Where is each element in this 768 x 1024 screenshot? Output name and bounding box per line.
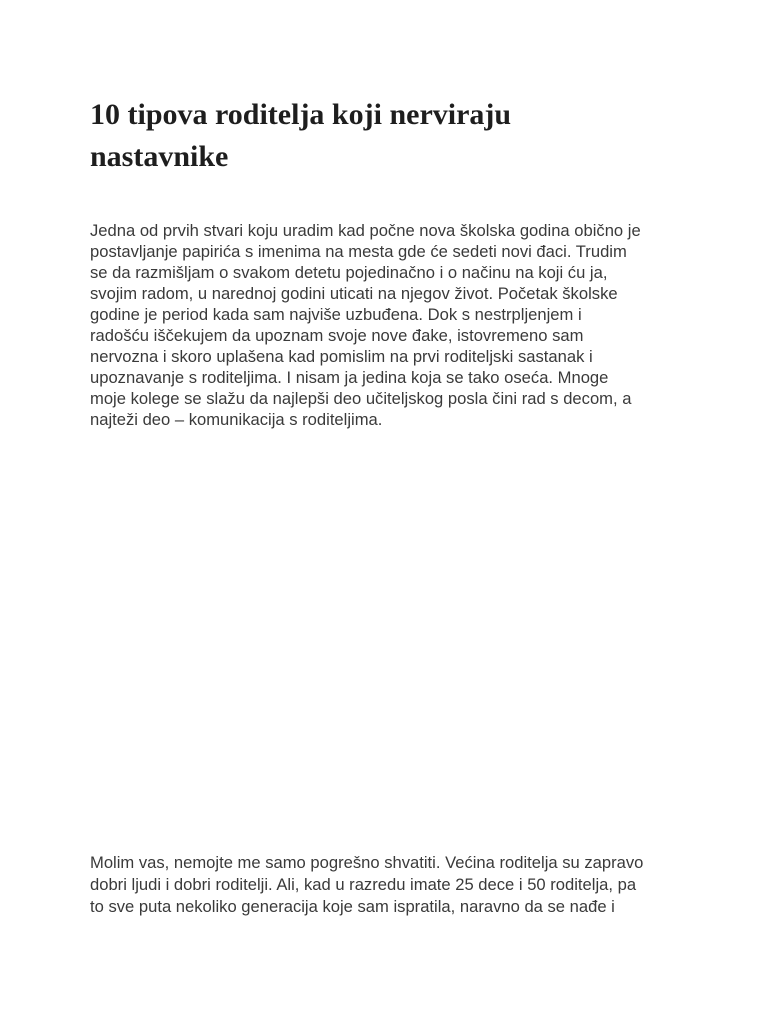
paragraph-second: [90, 852, 710, 918]
paragraph-line: radošću iščekujem da upoznam svoje nove đake, istovremeno sam: [90, 326, 584, 345]
paragraph-line: Jedna od prvih stvari koju uradim kad počne nova školska godina obično je: [90, 221, 641, 240]
paragraph-line: godine je period kada sam najviše uzbuđena. Dok s nestrpljenjem i: [90, 305, 582, 324]
paragraph-line: nervozna i skoro uplašena kad pomislim na prvi roditeljski sastanak i: [90, 347, 593, 366]
title-line: 10 tipova roditelja koji nerviraju: [90, 98, 512, 131]
paragraph-line: to sve puta nekoliko generacija koje sam ispratila, naravno da se nađe i: [90, 897, 615, 916]
paragraph-line: svojim radom, u narednoj godini uticati na njegov život. Početak školske: [90, 284, 618, 303]
paragraph-line: najteži deo – komunikacija s roditeljima.: [90, 410, 383, 429]
paragraph-line: se da razmišljam o svakom detetu pojedinačno i o načinu na koji ću ja,: [90, 263, 608, 282]
title-line: nastavnike: [90, 140, 229, 173]
paragraph-line: postavljanje papirića s imenima na mesta gde će sedeti novi đaci. Trudim: [90, 242, 627, 261]
paragraph-line: moje kolege se slažu da najlepši deo učiteljskog posla čini rad s decom, a: [90, 389, 632, 408]
paragraph-line: Molim vas, nemojte me samo pogrešno shvatiti. Većina roditelja su zapravo: [90, 853, 644, 872]
document-title: [90, 94, 710, 178]
paragraph-line: dobri ljudi i dobri roditelji. Ali, kad u razredu imate 25 dece i 50 roditelja, pa: [90, 875, 637, 894]
paragraph-line: upoznavanje s roditeljima. I nisam ja jedina koja se tako oseća. Mnoge: [90, 368, 609, 387]
paragraph-intro: [90, 220, 710, 430]
